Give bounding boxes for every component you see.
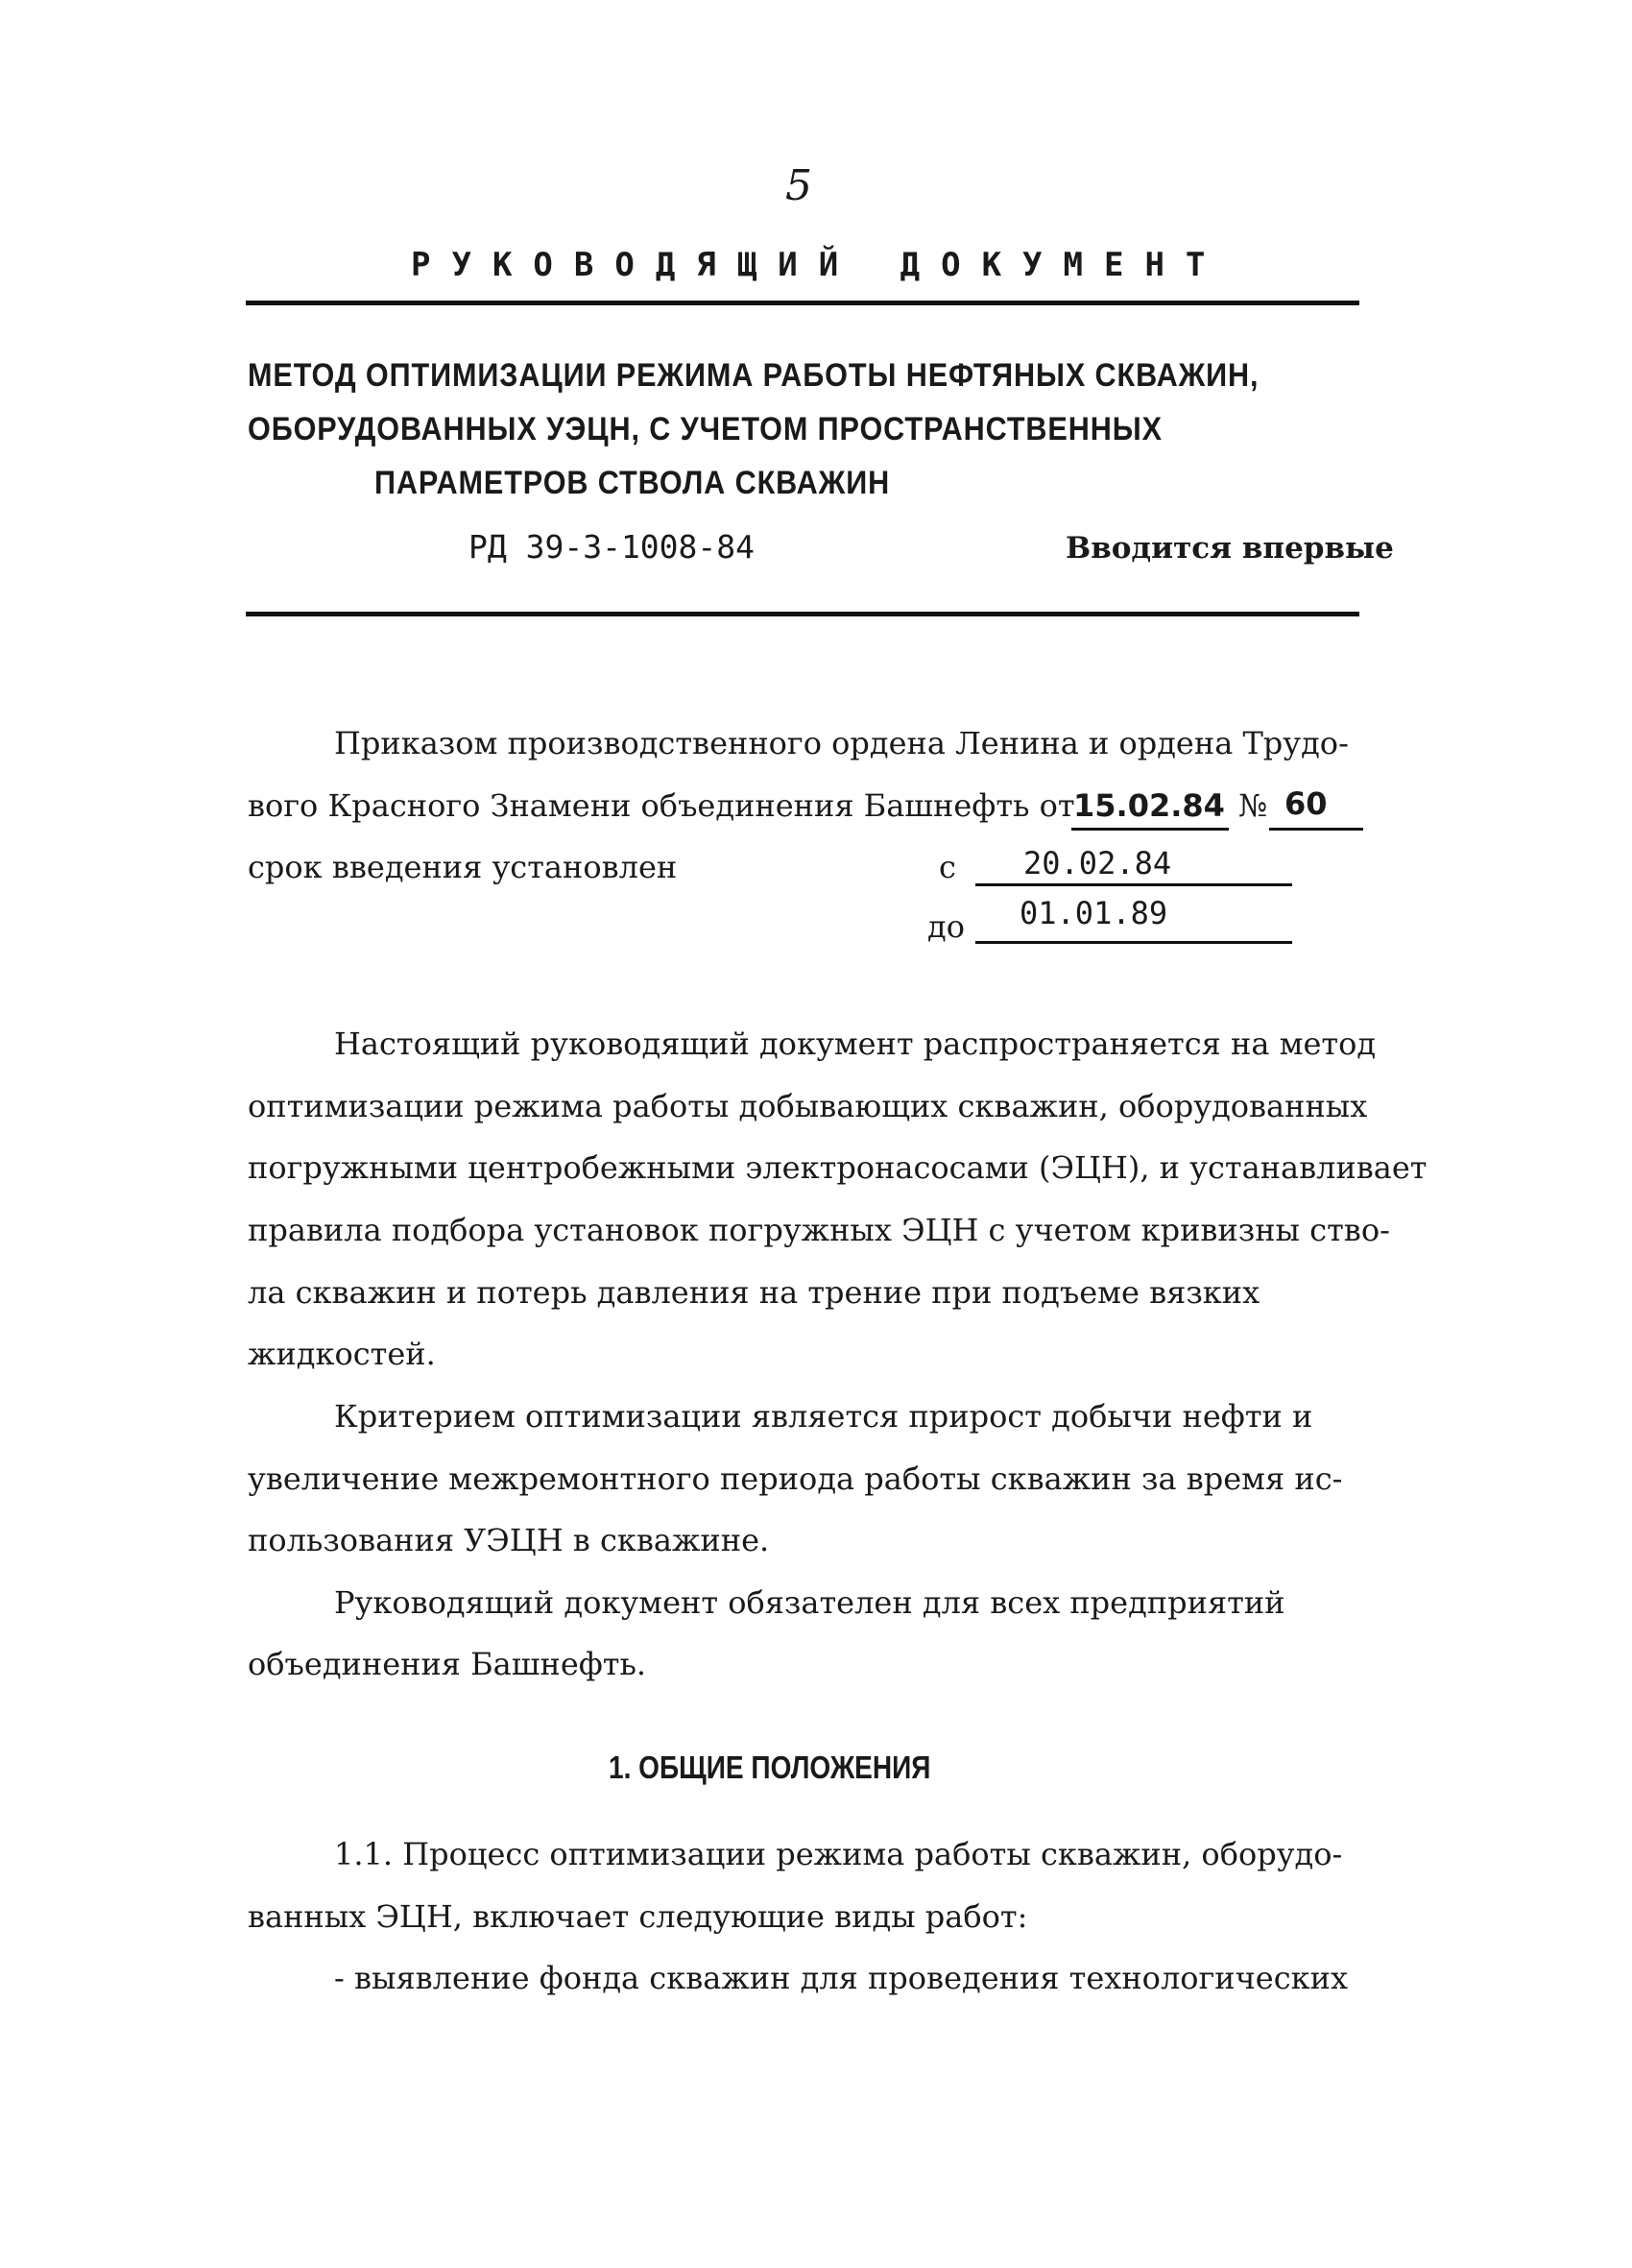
document-title-line-2: ОБОРУДОВАННЫХ УЭЦН, С УЧЕТОМ ПРОСТРАНСТВЕННЫХ bbox=[248, 411, 1163, 447]
term-to-label: до bbox=[927, 908, 965, 945]
paragraph-3-line-1: Руководящий документ обязателен для всех предприятий bbox=[334, 1584, 1285, 1621]
term-to-underline bbox=[975, 941, 1292, 944]
page-number: 5 bbox=[785, 161, 812, 210]
paragraph-3-line-2: объединения Башнефть. bbox=[248, 1646, 647, 1682]
order-line-2: вого Красного Знамени объединения Башнефть от bbox=[248, 787, 1075, 824]
order-date-underline bbox=[1071, 828, 1229, 831]
paragraph-1-line-2: оптимизации режима работы добывающих скважин, оборудованных bbox=[248, 1088, 1368, 1124]
order-number-underline bbox=[1269, 828, 1363, 831]
section-1-line-2: ванных ЭЦН, включает следующие виды работ: bbox=[248, 1898, 1028, 1935]
header-top-rule bbox=[246, 301, 1359, 305]
introduction-note: Вводится впервые bbox=[1066, 531, 1394, 566]
paragraph-2-line-1: Критерием оптимизации является прирост добычи нефти и bbox=[334, 1398, 1313, 1435]
term-from-underline bbox=[975, 883, 1292, 886]
term-to-date: 01.01.89 bbox=[1020, 895, 1168, 931]
section-1-line-1: 1.1. Процесс оптимизации режима работы скважин, оборудо- bbox=[334, 1836, 1343, 1872]
term-from-label: с bbox=[939, 849, 956, 885]
document-type-heading: РУКОВОДЯЩИЙ ДОКУМЕНТ bbox=[411, 246, 1227, 284]
order-number: 60 bbox=[1284, 785, 1328, 822]
order-line-1: Приказом производственного ордена Ленина и ордена Трудо- bbox=[334, 725, 1349, 761]
section-1-heading: 1. ОБЩИЕ ПОЛОЖЕНИЯ bbox=[609, 1749, 931, 1785]
paragraph-2-line-2: увеличение межремонтного периода работы скважин за время ис- bbox=[248, 1460, 1343, 1497]
term-from-date: 20.02.84 bbox=[1023, 845, 1172, 881]
section-1-line-3: - выявление фонда скважин для проведения технологических bbox=[334, 1960, 1349, 1996]
paragraph-1-line-4: правила подбора установок погружных ЭЦН с учетом кривизны ство- bbox=[248, 1212, 1390, 1248]
paragraph-1-line-3: погружными центробежными электронасосами (ЭЦН), и устанавливает bbox=[248, 1149, 1428, 1186]
order-number-sign: № bbox=[1238, 787, 1268, 824]
document-code: РД 39-3-1008-84 bbox=[468, 528, 756, 566]
document-title-line-3: ПАРАМЕТРОВ СТВОЛА СКВАЖИН bbox=[374, 465, 891, 501]
paragraph-1-line-5: ла скважин и потерь давления на трение при подъеме вязких bbox=[248, 1274, 1260, 1311]
paragraph-1-line-6: жидкостей. bbox=[248, 1336, 436, 1372]
order-date: 15.02.84 bbox=[1073, 787, 1225, 824]
term-label: срок введения установлен bbox=[248, 849, 678, 885]
document-title-line-1: МЕТОД ОПТИМИЗАЦИИ РЕЖИМА РАБОТЫ НЕФТЯНЫХ СКВАЖИН, bbox=[248, 357, 1260, 394]
paragraph-1-line-1: Настоящий руководящий документ распространяется на метод bbox=[334, 1025, 1377, 1062]
header-bottom-rule bbox=[246, 612, 1359, 616]
paragraph-2-line-3: пользования УЭЦН в скважине. bbox=[248, 1522, 770, 1558]
